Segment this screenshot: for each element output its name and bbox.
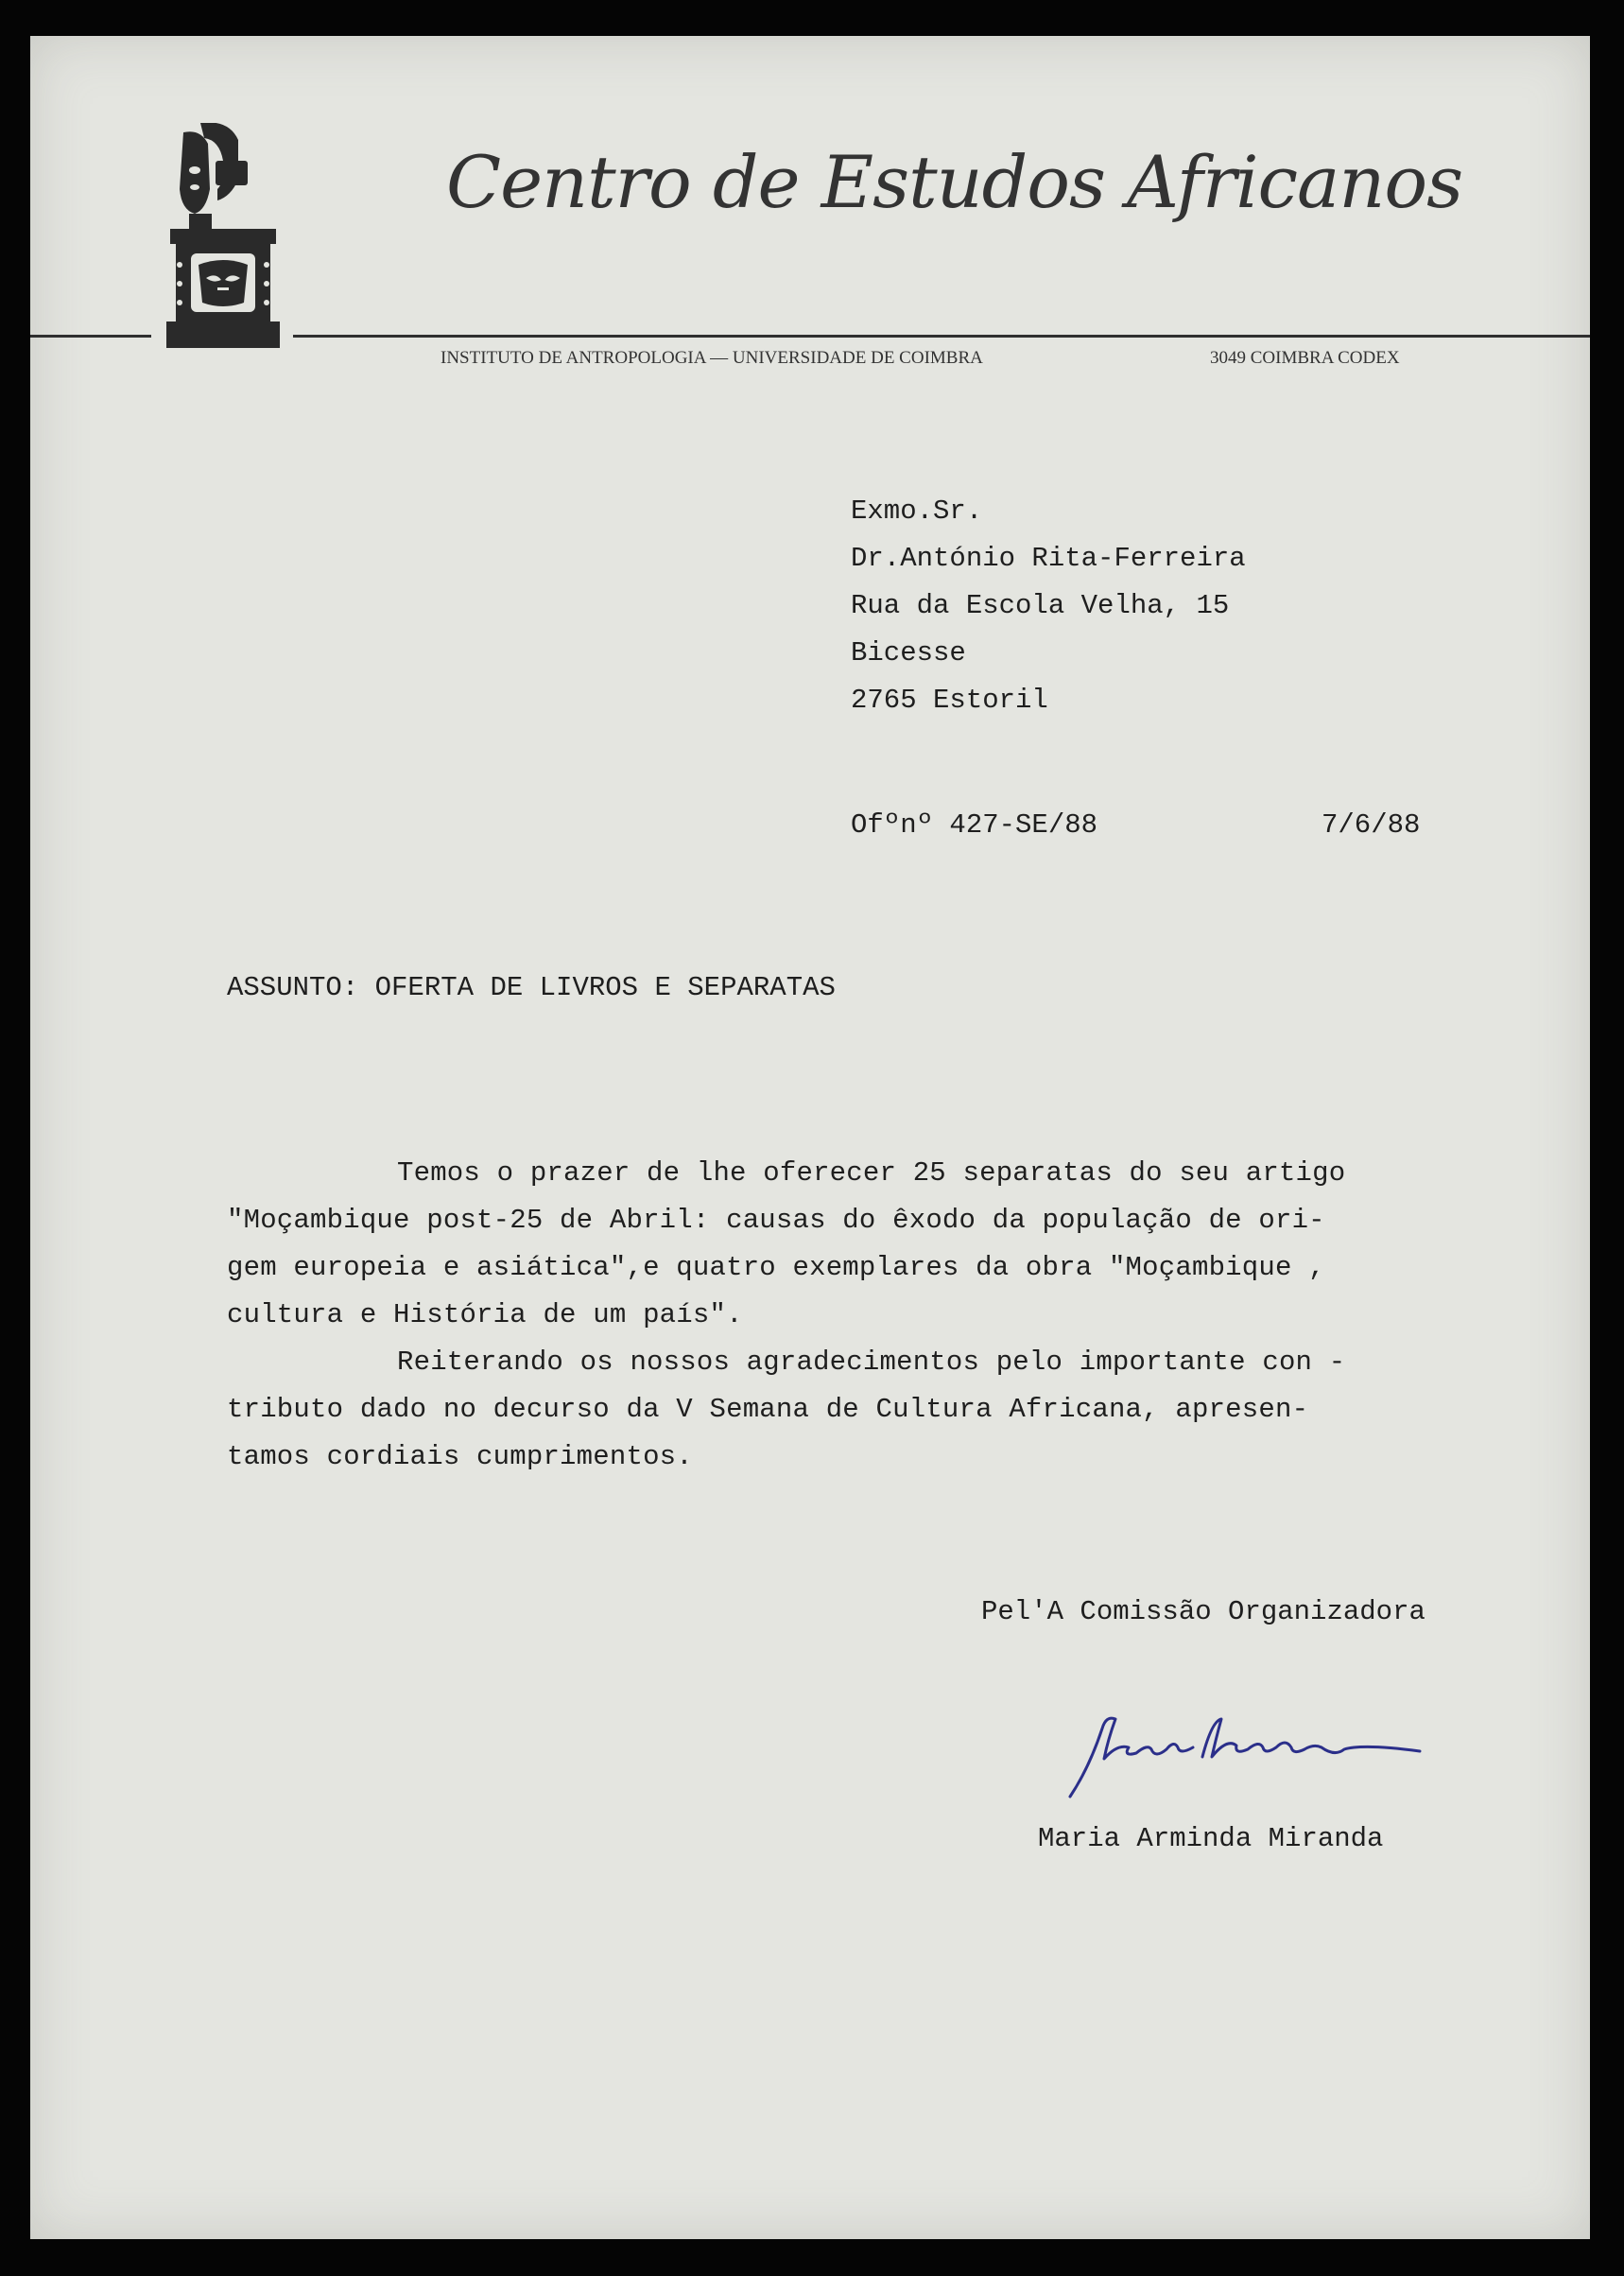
subject-line: ASSUNTO: OFERTA DE LIVROS E SEPARATAS	[227, 972, 836, 1003]
body-line: cultura e História de um país".	[227, 1299, 743, 1330]
handwritten-signature	[1061, 1702, 1429, 1806]
header-rule	[293, 335, 1590, 338]
header-rule	[30, 335, 151, 338]
body-line: "Moçambique post-25 de Abril: causas do êxodo da população de ori-	[227, 1205, 1325, 1236]
letter-sheet	[30, 36, 1590, 2239]
body-line: Reiterando os nossos agradecimentos pelo importante con -	[397, 1346, 1346, 1378]
african-mask-statuette-icon	[163, 123, 285, 350]
letterhead-title: Centro de Estudos Africanos	[446, 140, 1463, 224]
reference-number: Ofºnº 427-SE/88	[851, 809, 1098, 841]
address-line: Bicesse	[851, 637, 966, 669]
signer-name: Maria Arminda Miranda	[1038, 1823, 1384, 1854]
address-line: 2765 Estoril	[851, 685, 1048, 716]
closing-committee: Pel'A Comissão Organizadora	[981, 1596, 1425, 1627]
institute-line: INSTITUTO DE ANTROPOLOGIA — UNIVERSIDADE DE COIMBRA	[441, 348, 983, 368]
address-line: Exmo.Sr.	[851, 495, 983, 527]
body-line: tamos cordiais cumprimentos.	[227, 1441, 693, 1472]
body-line: Temos o prazer de lhe oferecer 25 separatas do seu artigo	[397, 1157, 1346, 1189]
postal-address: 3049 COIMBRA CODEX	[1210, 348, 1400, 368]
body-line: gem europeia e asiática",e quatro exemplares da obra "Moçambique ,	[227, 1252, 1325, 1283]
address-line: Rua da Escola Velha, 15	[851, 590, 1230, 621]
address-line: Dr.António Rita-Ferreira	[851, 543, 1246, 574]
letter-date: 7/6/88	[1322, 809, 1421, 841]
body-line: tributo dado no decurso da V Semana de Cultura Africana, apresen-	[227, 1394, 1309, 1425]
